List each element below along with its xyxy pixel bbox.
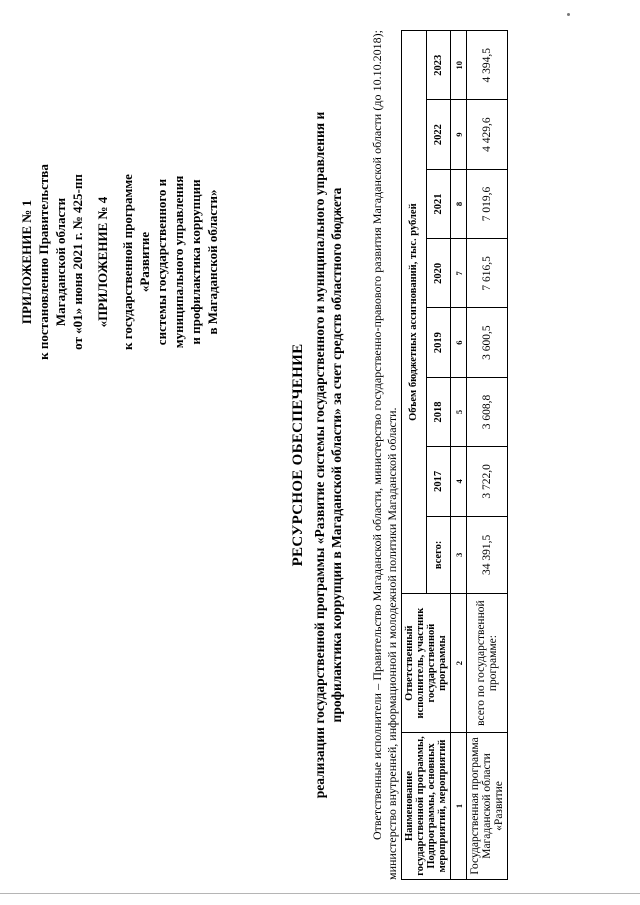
year-header: 2019 <box>426 308 451 377</box>
document-subtitle: реализации государственной программы «Развитие системы государственного и муниципального управления и профилактика коррупции в Магаданской области» за счет средств областного бюджета <box>312 111 344 799</box>
value-cell: 7 019,6 <box>467 169 508 238</box>
executor-cell: всего по государственной программе: <box>467 594 508 733</box>
column-number: 2 <box>451 594 467 733</box>
value-cell: 4 429,6 <box>467 100 508 169</box>
value-cell: 3 600,5 <box>467 308 508 377</box>
total-header: всего: <box>426 516 451 594</box>
column-number: 9 <box>451 100 467 169</box>
year-header: 2021 <box>426 169 451 238</box>
executors-paragraph: Ответственные исполнители – Правительство Магаданской области, министерство государственно-правового развития Магаданской области (до 10.10.2018); министерство внутренней, информационной и молодежной политики Магаданской области. <box>370 30 399 880</box>
appendix-line: Магаданской области <box>53 197 68 327</box>
column-number: 5 <box>451 377 467 446</box>
table-header-row <box>402 31 427 880</box>
program-name-cell: Государственная программа Магаданской области «Развитие <box>467 732 508 879</box>
value-cell: 4 394,5 <box>467 31 508 100</box>
document-title: РЕСУРСНОЕ ОБЕСПЕЧЕНИЕ <box>290 343 306 567</box>
resource-table <box>401 30 508 880</box>
appendix-gap <box>86 82 94 442</box>
scan-speck <box>567 13 570 16</box>
column-number: 1 <box>451 732 467 879</box>
appendix-block <box>18 82 221 442</box>
appendix-line: системы государственного и <box>154 178 169 346</box>
page-edge-line <box>0 893 640 894</box>
column-number: 6 <box>451 308 467 377</box>
value-cell: 3 608,8 <box>467 377 508 446</box>
column-number: 3 <box>451 516 467 594</box>
column-number-row <box>451 31 467 880</box>
value-cell: 3 722,0 <box>467 447 508 516</box>
appendix-line: от «01» июня 2021 г. № 425-пп <box>70 174 85 350</box>
title-block <box>290 30 345 880</box>
column-number: 7 <box>451 239 467 308</box>
column-number: 4 <box>451 447 467 516</box>
appendix-title: ПРИЛОЖЕНИЕ № 1 <box>19 199 34 325</box>
column-number: 8 <box>451 169 467 238</box>
appendix-gap <box>111 82 119 442</box>
appendix-line: «Развитие <box>137 231 152 293</box>
appendix-line: муниципального управления <box>171 175 186 349</box>
rotated-page <box>18 30 505 880</box>
col-executor-header: Ответственный исполнитель, участник государственной программы <box>402 594 451 733</box>
year-header: 2018 <box>426 377 451 446</box>
appendix-line: и профилактика коррупции <box>188 179 203 345</box>
value-cell: 34 391,5 <box>467 516 508 594</box>
value-cell: 7 616,5 <box>467 239 508 308</box>
year-header: 2023 <box>426 31 451 100</box>
year-header: 2022 <box>426 100 451 169</box>
table-row <box>467 31 508 880</box>
appendix-line: в Магаданской области» <box>205 189 220 335</box>
column-number: 10 <box>451 31 467 100</box>
appendix-line: к постановлению Правительства <box>36 164 51 360</box>
year-header: 2020 <box>426 239 451 308</box>
year-header: 2017 <box>426 447 451 516</box>
appendix-line: к государственной программе <box>120 174 135 350</box>
col-name-header: Наименование государственной программы, Подпрограммы, основных мероприятий, мероприятий <box>402 732 451 879</box>
appendix-title: «ПРИЛОЖЕНИЕ № 4 <box>95 196 110 328</box>
funding-header: Объем бюджетных ассигнований, тыс. рублей <box>402 31 427 594</box>
